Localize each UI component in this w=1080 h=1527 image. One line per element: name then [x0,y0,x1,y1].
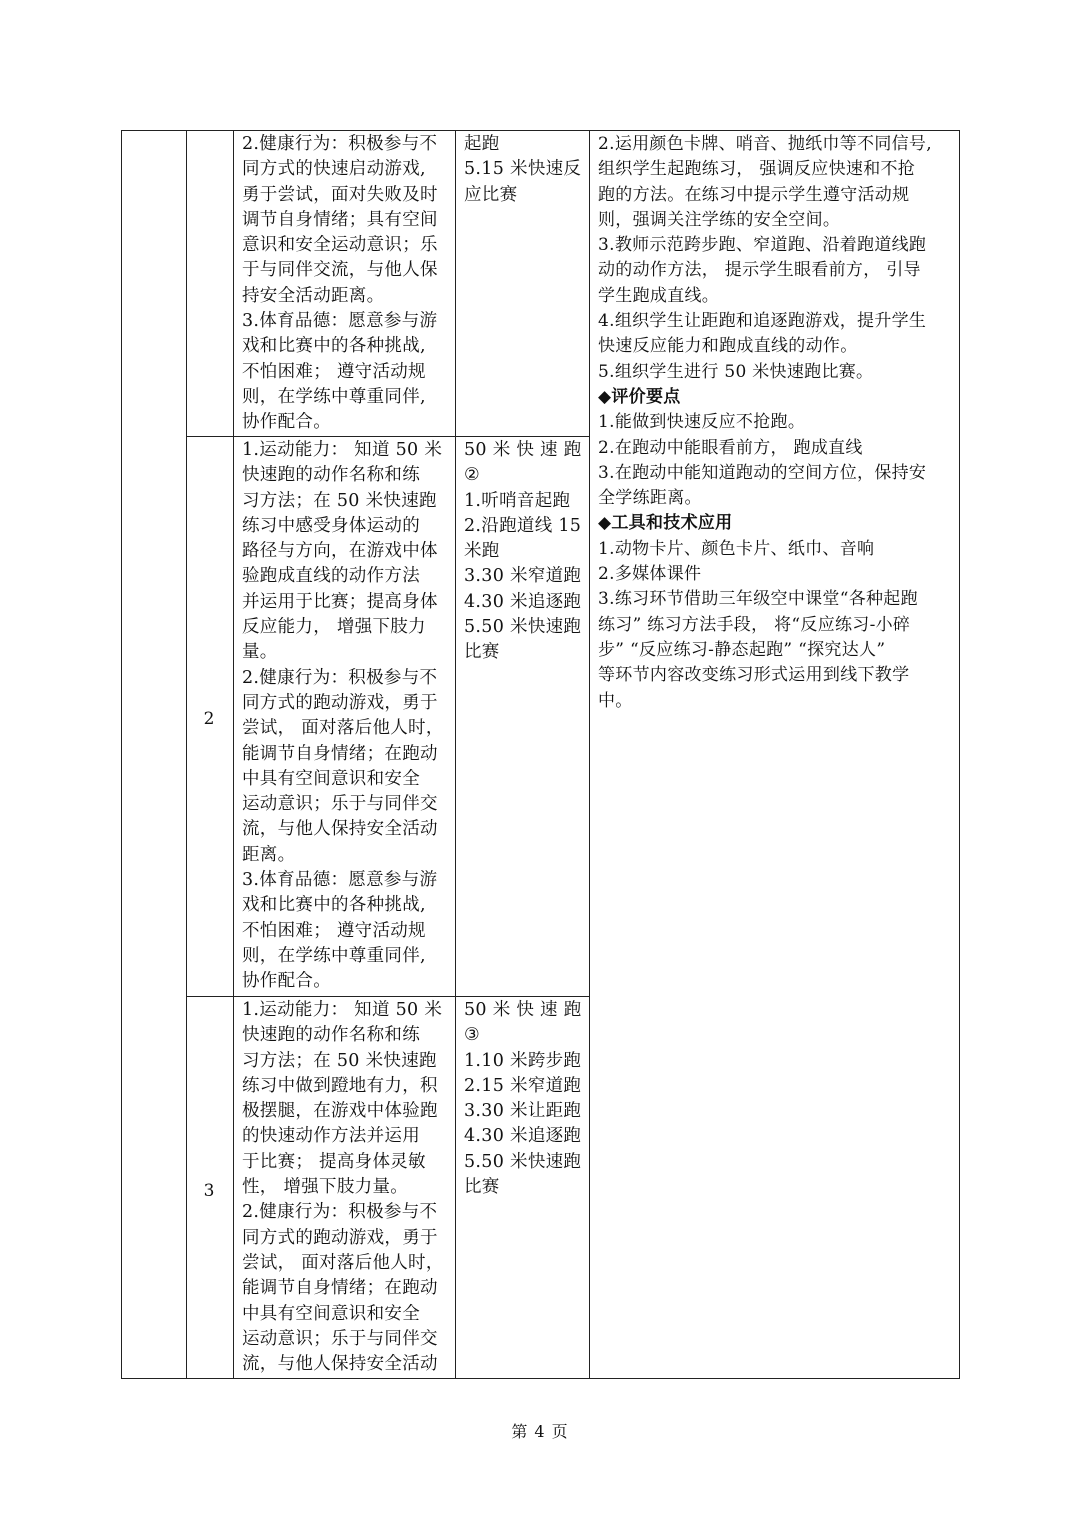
lesson-content: 起跑 5.15 米快速反 应比赛 [464,134,582,205]
lesson-goals: 2.健康行为：积极参与不 同方式的快速启动游戏, 勇于尝试，面对失败及时 调节自身情绪；具有空间 意识和安全运动意识；乐 于与同伴交流，与他人保 持安全活动距离。 3.体育品德：愿意参与游 戏和比赛中的各种挑战, 不怕困难； 遵守活动规 则，在学练中尊重同伴, 协作配合。 [242,134,438,433]
lesson-goals: 1.运动能力： 知道 50 米 快速跑的动作名称和练 习方法；在 50 米快速跑 练习中感受身体运动的 路径与方向，在游戏中体 验跑成直线的动作方法 并运用于比赛；提高身体 反应能力， 增强下肢力 量。 2.健康行为：积极参与不 同方式的跑动游戏，勇于 尝试， 面对落后他人时， 能调节自身情绪；在跑动 中具有空间意识和安全 运动意识；乐于与同伴交 流，与他人保持安全活动 距离。 3.体育品德：愿意参与游 戏和比赛中的各种挑战, 不怕困难； 遵守活动规 则，在学练中尊重同伴, 协作配合。 [242,440,444,992]
lesson-content: 50 米 快 速 跑 ③ 1.10 米跨步跑 2.15 米窄道跑 3.30 米让距跑 4.30 米追逐跑 5.50 米快速跑 比赛 [464,1000,582,1198]
lesson-content: 50 米 快 速 跑 ② 1.听哨音起跑 2.沿跑道线 15 米跑 3.30 米窄道跑 4.30 米追逐跑 5.50 米快速跑 比赛 [464,440,582,663]
lesson-number: 2 [203,709,215,729]
section-heading: ◆评价要点 [598,386,681,407]
teaching-guidance: 2.运用颜色卡牌、哨音、抛纸巾等不同信号, 组织学生起跑练习， 强调反应快速和不抢 跑的方法。在练习中提示学生遵守活动规 则，强调关注学练的安全空间。 3.教师示范跨步跑、窄道跑、沿着跑道线跑 动的动作方法， 提示学生眼看前方， 引导 学生跑成直线。 4.组织学生让距跑和追逐跑游戏，提升学生 快速反应能力和跑成直线的动作。 5.组织学生进行 50 米快速跑比赛。 ◆评价要点 1.能做到快速反应不抢跑。 2.在跑动中能眼看前方， 跑成直线 3.在跑动中能知道跑动的空间方位，保持安 全学练距离。 ◆工具和技术应用 1.动物卡片、颜色卡片、纸巾、音响 2.多媒体课件 3.练习环节借助三年级空中课堂“各种起跑 练习” 练习方法手段， 将“反应练习-小碎 步” “反应练习-静态起跑” “探究达人” 等环节内容改变练习形式运用到线下教学 中。 [598,134,932,711]
lesson-goals: 1.运动能力： 知道 50 米 快速跑的动作名称和练 习方法；在 50 米快速跑 练习中做到蹬地有力，积 极摆腿，在游戏中体验跑 的快速动作方法并运用 于比赛； 提高身体灵敏 性， 增强下肢力量。 2.健康行为：积极参与不 同方式的跑动游戏，勇于 尝试， 面对落后他人时， 能调节自身情绪；在跑动 中具有空间意识和安全 运动意识；乐于与同伴交 流，与他人保持安全活动 [242,1000,444,1375]
column-divider [455,130,456,1379]
lesson-number: 3 [203,1181,215,1201]
page-number: 第 4 页 [511,1422,569,1441]
section-heading: ◆工具和技术应用 [598,513,733,534]
column-divider [589,130,590,1379]
column-divider [233,130,234,1379]
